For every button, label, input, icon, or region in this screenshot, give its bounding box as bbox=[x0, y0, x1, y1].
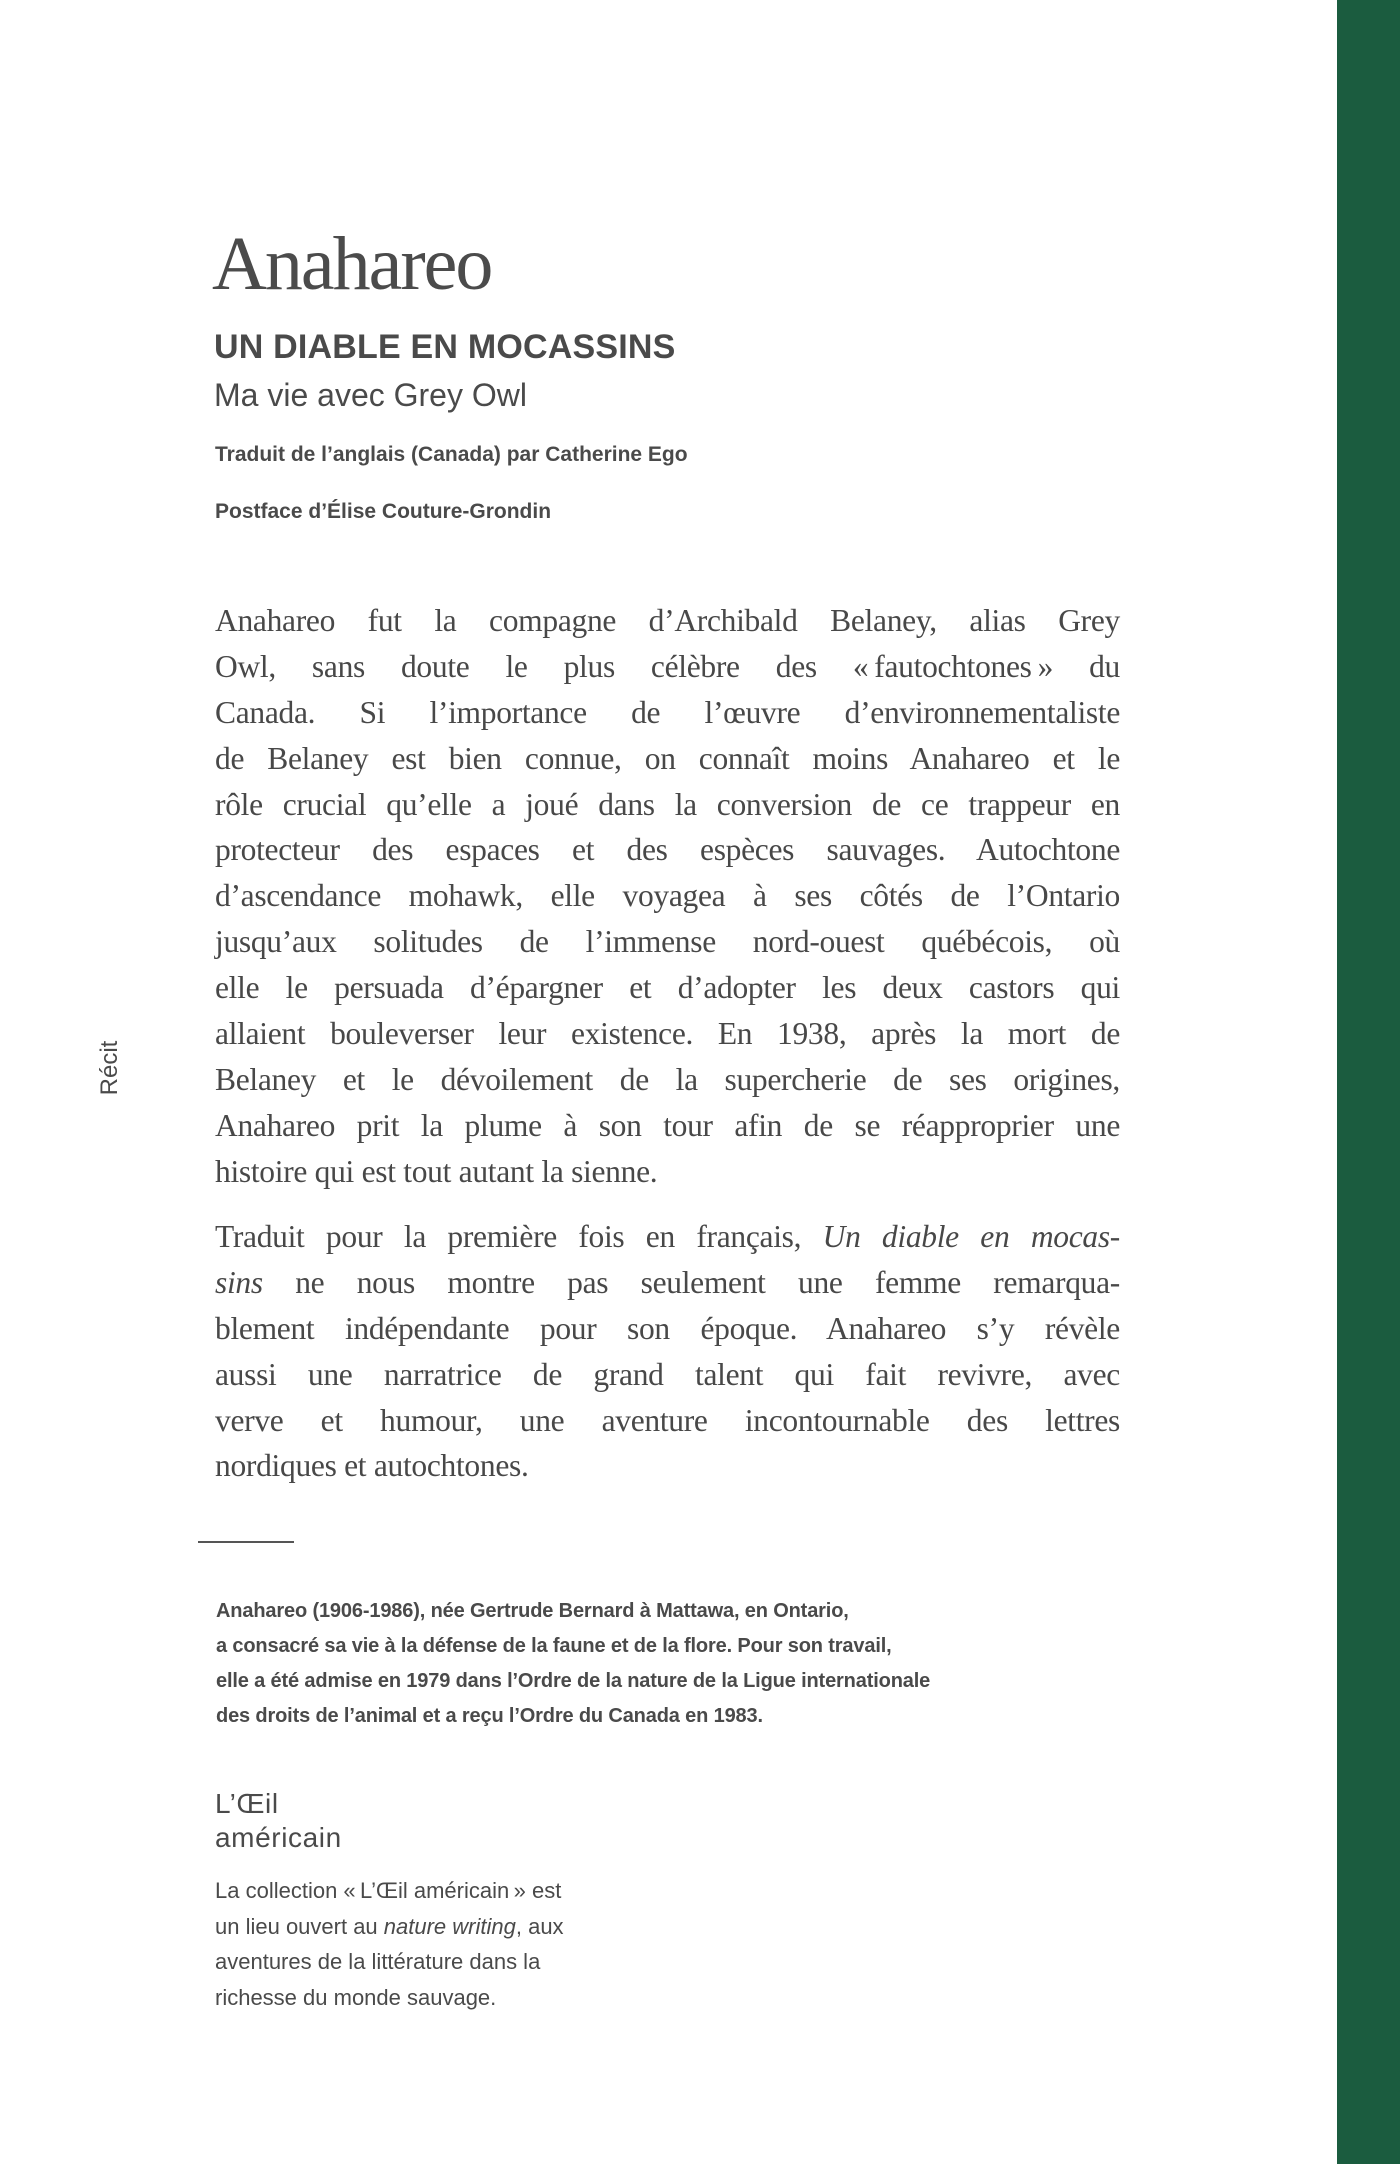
blurb-line: jusqu’aux solitudes de l’immense nord-ouest québécois, où bbox=[215, 924, 1120, 960]
blurb-line bbox=[215, 1214, 1120, 1260]
blurb-line: nordiques et autochtones. bbox=[215, 1448, 529, 1484]
blurb-line: Canada. Si l’importance de l’œuvre d’environnementaliste bbox=[215, 694, 1120, 730]
translator-credit: Traduit de l’anglais (Canada) par Catherine Ego bbox=[215, 443, 688, 466]
blurb-line bbox=[215, 1260, 1120, 1306]
book-title: UN DIABLE EN MOCASSINS bbox=[214, 328, 676, 366]
bio-line: elle a été admise en 1979 dans l’Ordre de la nature de la Ligue internationale bbox=[216, 1670, 931, 1692]
book-title-italic: Un diable en mocas- bbox=[822, 1219, 1120, 1254]
collection-logo-text bbox=[215, 1787, 342, 1855]
collection-desc-italic: nature writing bbox=[383, 1913, 516, 1939]
blurb-paragraph-1 bbox=[215, 598, 1120, 1195]
blurb-line: protecteur des espaces et des espèces sauvages. Autochtone bbox=[215, 832, 1120, 868]
collection-description bbox=[215, 1873, 564, 2015]
blurb-line: de Belaney est bien connue, on connaît moins Anahareo et le bbox=[215, 740, 1120, 776]
bio-line: Anahareo (1906-1986), née Gertrude Bernard à Mattawa, en Ontario, bbox=[216, 1600, 849, 1622]
blurb-line: d’ascendance mohawk, elle voyagea à ses côtés de l’Ontario bbox=[215, 878, 1120, 914]
genre-label: Récit bbox=[96, 1040, 123, 1096]
book-title-italic: sins bbox=[215, 1264, 263, 1300]
collection-desc-text: , aux bbox=[515, 1913, 564, 1939]
author-bio bbox=[216, 1594, 930, 1734]
collection-desc-line: aventures de la littérature dans la bbox=[215, 1949, 541, 1974]
blurb-line: aussi une narratrice de grand talent qui fait revivre, avec bbox=[215, 1356, 1120, 1392]
blurb-line: histoire qui est tout autant la sienne. bbox=[215, 1153, 658, 1189]
blurb-paragraph-2 bbox=[215, 1214, 1120, 1489]
book-subtitle: Ma vie avec Grey Owl bbox=[214, 377, 527, 413]
collection-desc-line: La collection « L’Œil américain » est bbox=[215, 1878, 562, 1903]
blurb-line: rôle crucial qu’elle a joué dans la conversion de ce trappeur en bbox=[215, 786, 1120, 822]
collection-desc-text: un lieu ouvert au bbox=[215, 1913, 384, 1939]
collection-name-line: américain bbox=[215, 1822, 342, 1853]
blurb-line: verve et humour, une aventure incontournable des lettres bbox=[215, 1402, 1120, 1438]
blurb-line: blement indépendante pour son époque. Anahareo s’y révèle bbox=[215, 1310, 1120, 1346]
blurb-text: ne nous montre pas seulement une femme remarqua- bbox=[262, 1264, 1120, 1300]
bio-line: des droits de l’animal et a reçu l’Ordre du Canada en 1983. bbox=[216, 1705, 763, 1727]
blurb-text: Traduit pour la première fois en français, bbox=[215, 1219, 823, 1254]
blurb-line: Owl, sans doute le plus célèbre des « fautochtones » du bbox=[215, 648, 1120, 684]
blurb-line: Anahareo prit la plume à son tour afin de se réapproprier une bbox=[215, 1107, 1120, 1143]
blurb-line: elle le persuada d’épargner et d’adopter les deux castors qui bbox=[215, 970, 1120, 1006]
afterword-credit: Postface d’Élise Couture-Grondin bbox=[215, 500, 552, 523]
section-divider bbox=[198, 1541, 294, 1543]
collection-desc-line bbox=[215, 1909, 564, 1945]
blurb-line: Belaney et le dévoilement de la supercherie de ses origines, bbox=[215, 1061, 1120, 1097]
green-spine-band bbox=[1337, 0, 1400, 2164]
author-name: Anahareo bbox=[212, 222, 492, 306]
blurb-line: Anahareo fut la compagne d’Archibald Belaney, alias Grey bbox=[215, 603, 1120, 638]
collection-name-line: L’Œil bbox=[215, 1788, 279, 1819]
blurb-line: allaient bouleverser leur existence. En 1938, après la mort de bbox=[215, 1016, 1120, 1052]
bio-line: a consacré sa vie à la défense de la faune et de la flore. Pour son travail, bbox=[216, 1635, 892, 1657]
collection-desc-line: richesse du monde sauvage. bbox=[215, 1984, 497, 2010]
